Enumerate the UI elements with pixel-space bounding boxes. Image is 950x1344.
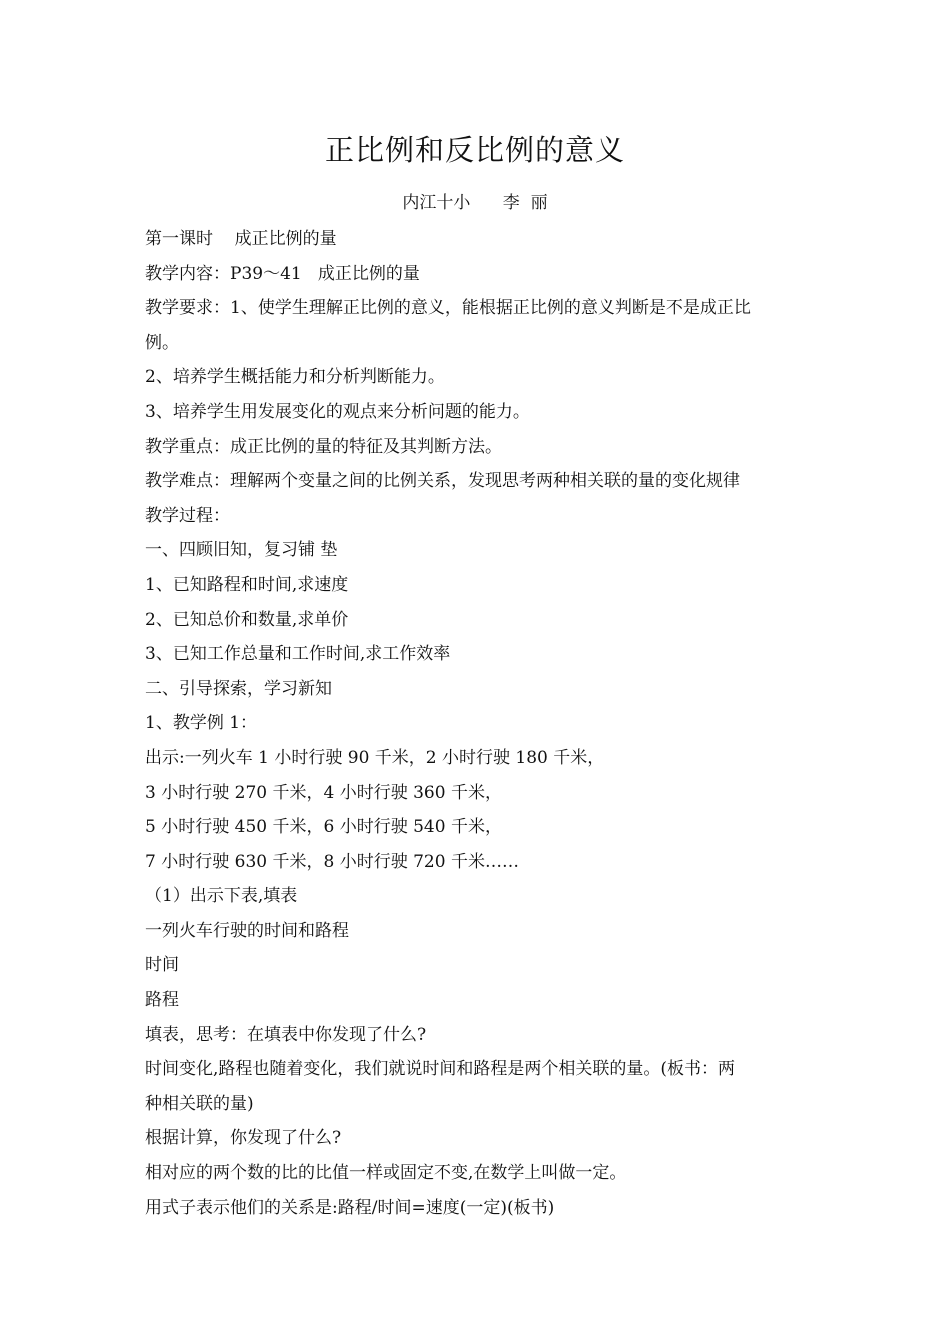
text-line: 教学重点：成正比例的量的特征及其判断方法。 [145, 436, 502, 457]
text-line: 教学要求：1、使学生理解正比例的意义，能根据正比例的意义判断是不是成正比 [145, 298, 751, 319]
author-line: 内江十小 李 丽 [402, 193, 548, 213]
text-line: 教学难点：理解两个变量之间的比例关系，发现思考两种相关联的量的变化规律 [145, 471, 740, 492]
text-line: 3、已知工作总量和工作时间,求工作效率 [145, 644, 451, 665]
text-line: 填表，思考：在填表中你发现了什么? [145, 1024, 427, 1045]
text-line: 2、已知总价和数量,求单价 [145, 609, 349, 630]
document-body [145, 222, 815, 1225]
text-line: 一、四顾旧知，复习铺 垫 [145, 540, 338, 561]
text-line: 3 小时行驶 270 千米，4 小时行驶 360 千米， [145, 782, 502, 803]
text-line: 种相关联的量) [145, 1093, 254, 1114]
document-title: 正比例和反比例的意义 [324, 133, 625, 167]
text-line: 例。 [145, 332, 179, 353]
text-line: 教学过程： [145, 505, 230, 526]
table-row-label: 路程 [145, 990, 179, 1011]
text-line: 5 小时行驶 450 千米，6 小时行驶 540 千米， [145, 817, 502, 838]
text-line: 时间变化,路程也随着变化，我们就说时间和路程是两个相关联的量。(板书：两 [145, 1059, 736, 1080]
table-row-label: 时间 [145, 955, 179, 976]
text-line: 2、培养学生概括能力和分析判断能力。 [145, 367, 445, 388]
text-line: 用式子表示他们的关系是:路程/时间=速度(一定)(板书) [145, 1197, 555, 1218]
text-line: 3、培养学生用发展变化的观点来分析问题的能力。 [145, 401, 530, 422]
text-line: 7 小时行驶 630 千米，8 小时行驶 720 千米…… [145, 851, 519, 872]
text-line: 教学内容：P39～41 成正比例的量 [145, 263, 420, 284]
text-line: 1、已知路程和时间,求速度 [145, 574, 349, 595]
text-line: （1）出示下表,填表 [145, 886, 298, 907]
text-line: 相对应的两个数的比的比值一样或固定不变,在数学上叫做一定。 [145, 1163, 627, 1184]
text-line: 第一课时 成正比例的量 [145, 229, 337, 249]
text-line: 二、引导探索，学习新知 [145, 678, 332, 699]
table-caption: 一列火车行驶的时间和路程 [145, 920, 349, 941]
text-line: 1、教学例 1： [145, 713, 258, 734]
text-line: 出示:一列火车 1 小时行驶 90 千米，2 小时行驶 180 千米， [145, 747, 605, 768]
text-line: 根据计算，你发现了什么? [145, 1128, 342, 1149]
